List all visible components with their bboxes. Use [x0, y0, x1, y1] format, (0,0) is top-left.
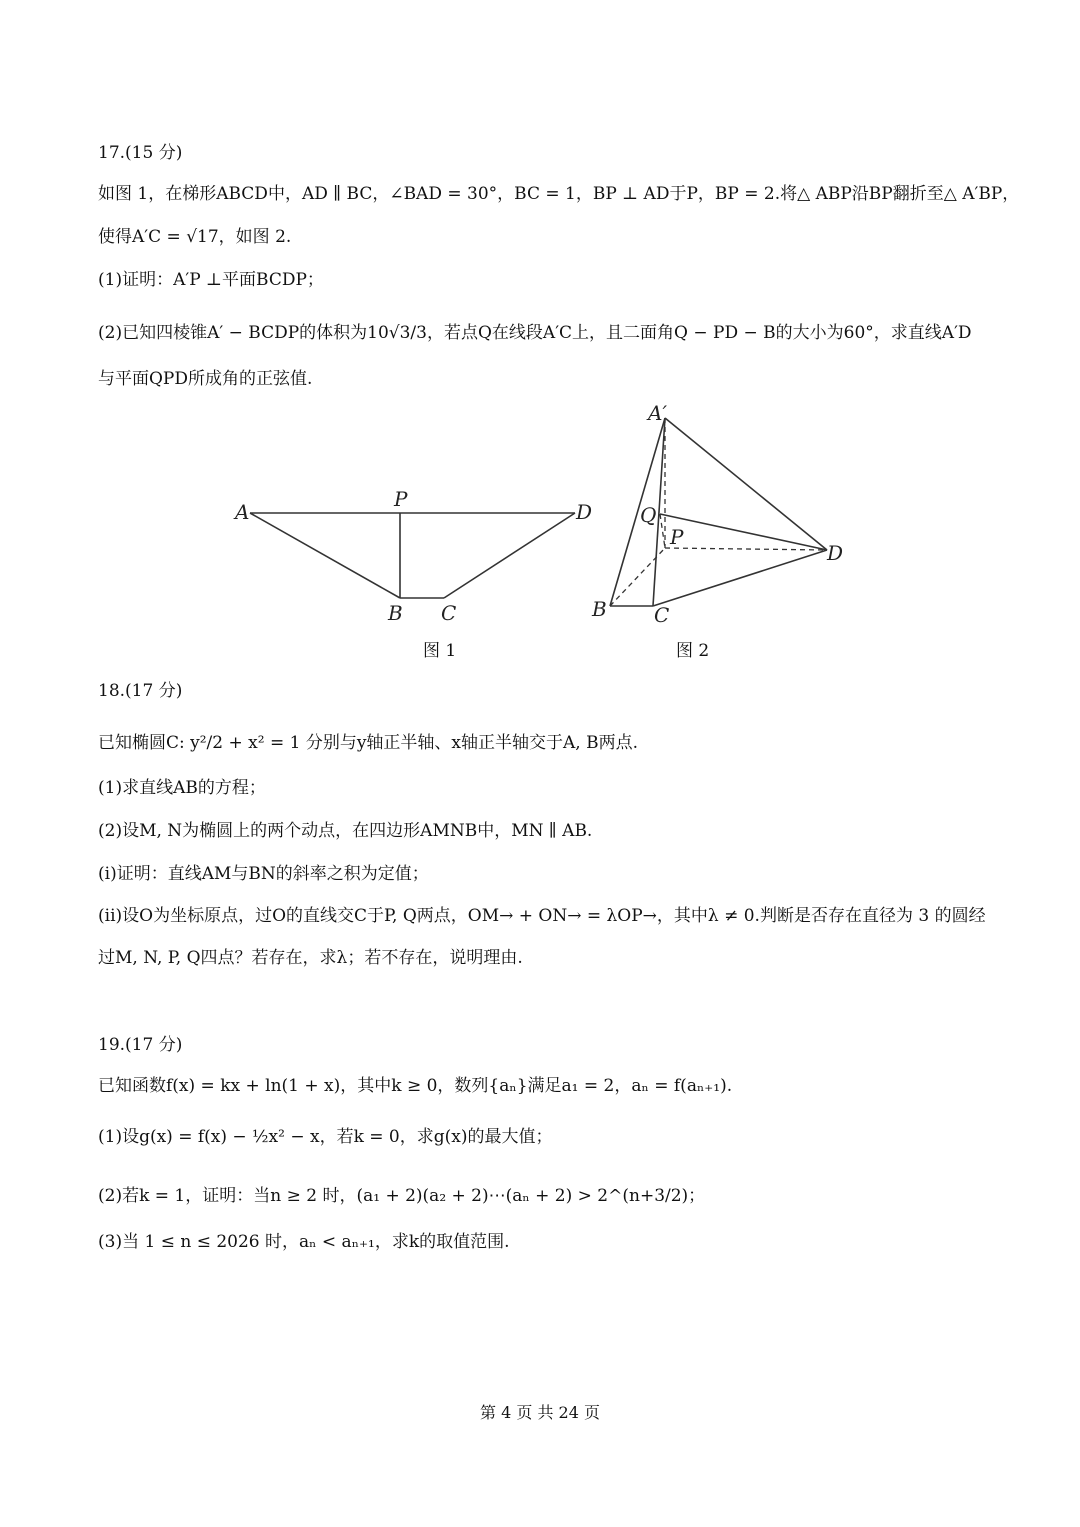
figure-2-caption: 图 2: [676, 641, 710, 661]
problem-19-part-2: (2)若k = 1，证明：当n ≥ 2 时，(a₁ + 2)(a₂ + 2)⋯(aₙ + 2) > 2^(n+3/2)；: [98, 1186, 706, 1206]
problem-18-part-2i: (i)证明：直线AM与BN的斜率之积为定值；: [98, 864, 429, 884]
fig2-label-D: D: [827, 541, 844, 565]
problem-17-heading: 17.(15 分): [98, 143, 183, 163]
problem-17-part-2-cont: 与平面QPD所成角的正弦值.: [98, 369, 313, 389]
fig1-label-P: P: [394, 487, 408, 511]
problem-17-line-2: 使得A′C = √17，如图 2.: [98, 227, 292, 247]
problem-17-part-2: (2)已知四棱锥A′ − BCDP的体积为10√3/3，若点Q在线段A′C上，且二面角Q − PD − B的大小为60°，求直线A′D: [98, 323, 972, 343]
fig1-label-B: B: [388, 601, 403, 625]
problem-18-line-1: 已知椭圆C: y²/2 + x² = 1 分别与y轴正半轴、x轴正半轴交于A, B两点.: [98, 733, 638, 753]
fig1-label-A: A: [235, 500, 250, 524]
problem-19-line-1: 已知函数f(x) = kx + ln(1 + x)，其中k ≥ 0，数列{aₙ}满足a₁ = 2，aₙ = f(aₙ₊₁).: [98, 1076, 733, 1096]
problem-19-heading: 19.(17 分): [98, 1035, 183, 1055]
figure-1-trapezoid: [230, 480, 600, 630]
problem-18-heading: 18.(17 分): [98, 681, 183, 701]
problem-18-part-2: (2)设M, N为椭圆上的两个动点，在四边形AMNB中，MN ∥ AB.: [98, 821, 593, 841]
fig2-label-A-prime: A′: [648, 401, 667, 425]
fig2-label-C: C: [654, 603, 670, 627]
problem-18-part-2ii: (ii)设O为坐标原点，过O的直线交C于P, Q两点，OM→ + ON→ = λOP→，其中λ ≠ 0.判断是否存在直径为 3 的圆经: [98, 906, 986, 926]
figure-2-pyramid: [580, 398, 860, 630]
problem-19-part-3: (3)当 1 ≤ n ≤ 2026 时，aₙ < aₙ₊₁，求k的取值范围.: [98, 1232, 510, 1252]
problem-18-part-1: (1)求直线AB的方程；: [98, 778, 266, 798]
problem-17-part-1: (1)证明：A′P ⊥平面BCDP；: [98, 270, 324, 290]
page-footer: 第 4 页 共 24 页: [480, 1403, 600, 1422]
fig2-label-Q: Q: [640, 503, 657, 527]
problem-19-part-1: (1)设g(x) = f(x) − ½x² − x，若k = 0，求g(x)的最大值；: [98, 1127, 553, 1147]
fig1-label-C: C: [441, 601, 457, 625]
figure-1-caption: 图 1: [423, 641, 457, 661]
problem-18-part-2ii-cont: 过M, N, P, Q四点？若存在，求λ；若不存在，说明理由.: [98, 948, 523, 968]
problem-17-line-1: 如图 1，在梯形ABCD中，AD ∥ BC，∠BAD = 30°，BC = 1，BP ⊥ AD于P，BP = 2.将△ ABP沿BP翻折至△ A′BP，: [98, 184, 1020, 204]
fig2-label-P: P: [670, 525, 684, 549]
fig1-label-D: D: [576, 500, 593, 524]
fig2-label-B: B: [592, 597, 607, 621]
